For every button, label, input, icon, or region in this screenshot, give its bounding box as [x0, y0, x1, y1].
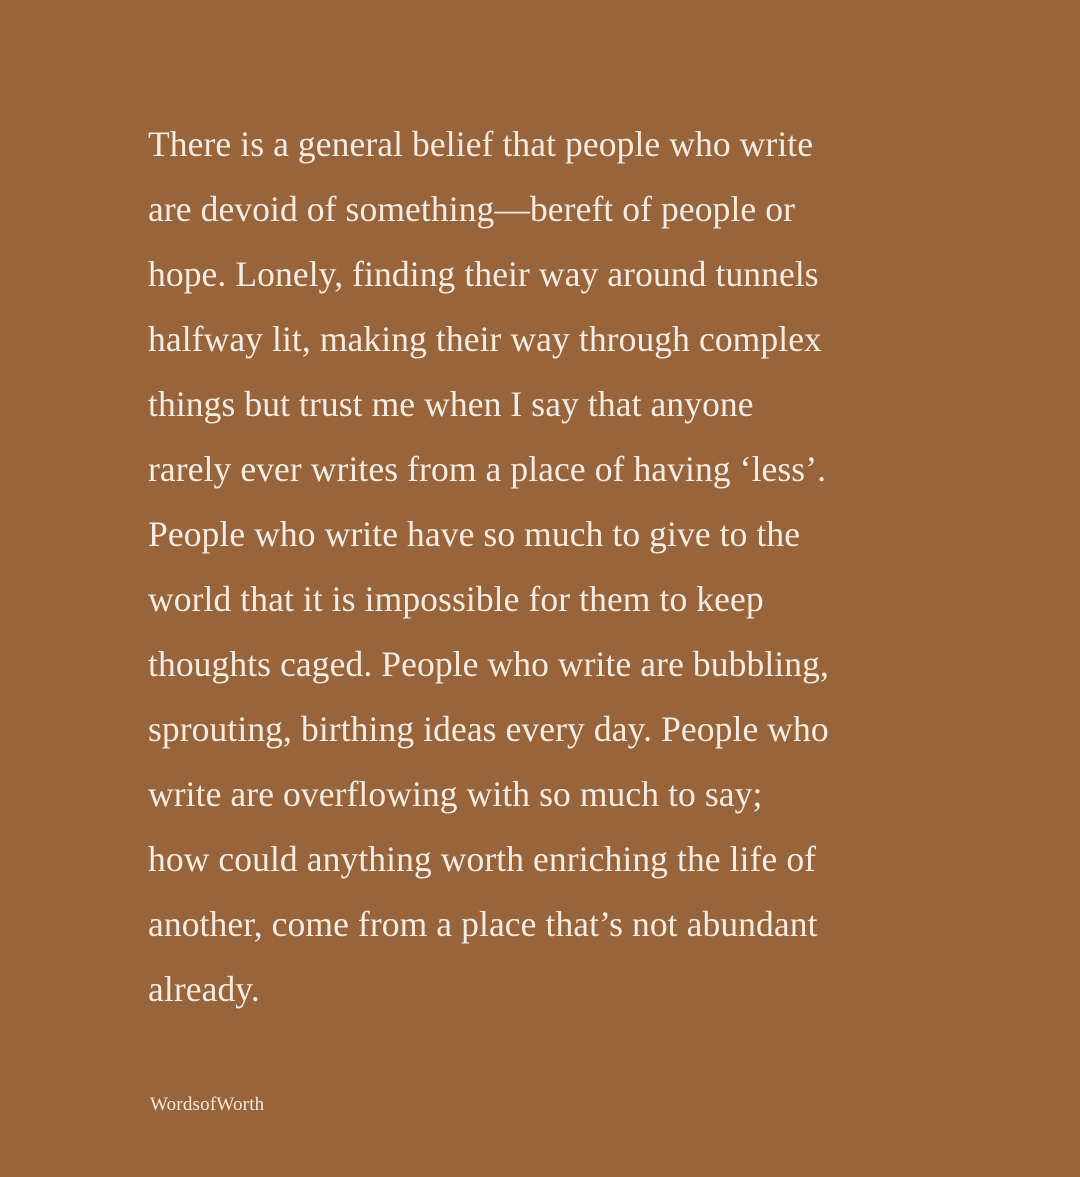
quote-line: sprouting, birthing ideas every day. People who: [148, 709, 829, 749]
quote-line: halfway lit, making their way through complex: [148, 319, 822, 359]
quote-line: another, come from a place that’s not abundant: [148, 904, 818, 944]
quote-line: People who write have so much to give to the: [148, 514, 801, 554]
quote-line: already.: [148, 969, 260, 1009]
quote-line: rarely ever writes from a place of having ‘less’.: [148, 449, 827, 489]
quote-line: thoughts caged. People who write are bubbling,: [148, 644, 829, 684]
quote-text: [148, 112, 908, 1022]
quote-line: world that it is impossible for them to keep: [148, 579, 764, 619]
quote-line: There is a general belief that people who write: [148, 124, 814, 164]
quote-line: things but trust me when I say that anyone: [148, 384, 754, 424]
quote-line: how could anything worth enriching the life of: [148, 839, 817, 879]
author-signature: WordsofWorth: [150, 1094, 265, 1115]
quote-line: are devoid of something—bereft of people or: [148, 189, 796, 229]
quote-line: write are overflowing with so much to say;: [148, 774, 763, 814]
quote-line: hope. Lonely, finding their way around tunnels: [148, 254, 819, 294]
